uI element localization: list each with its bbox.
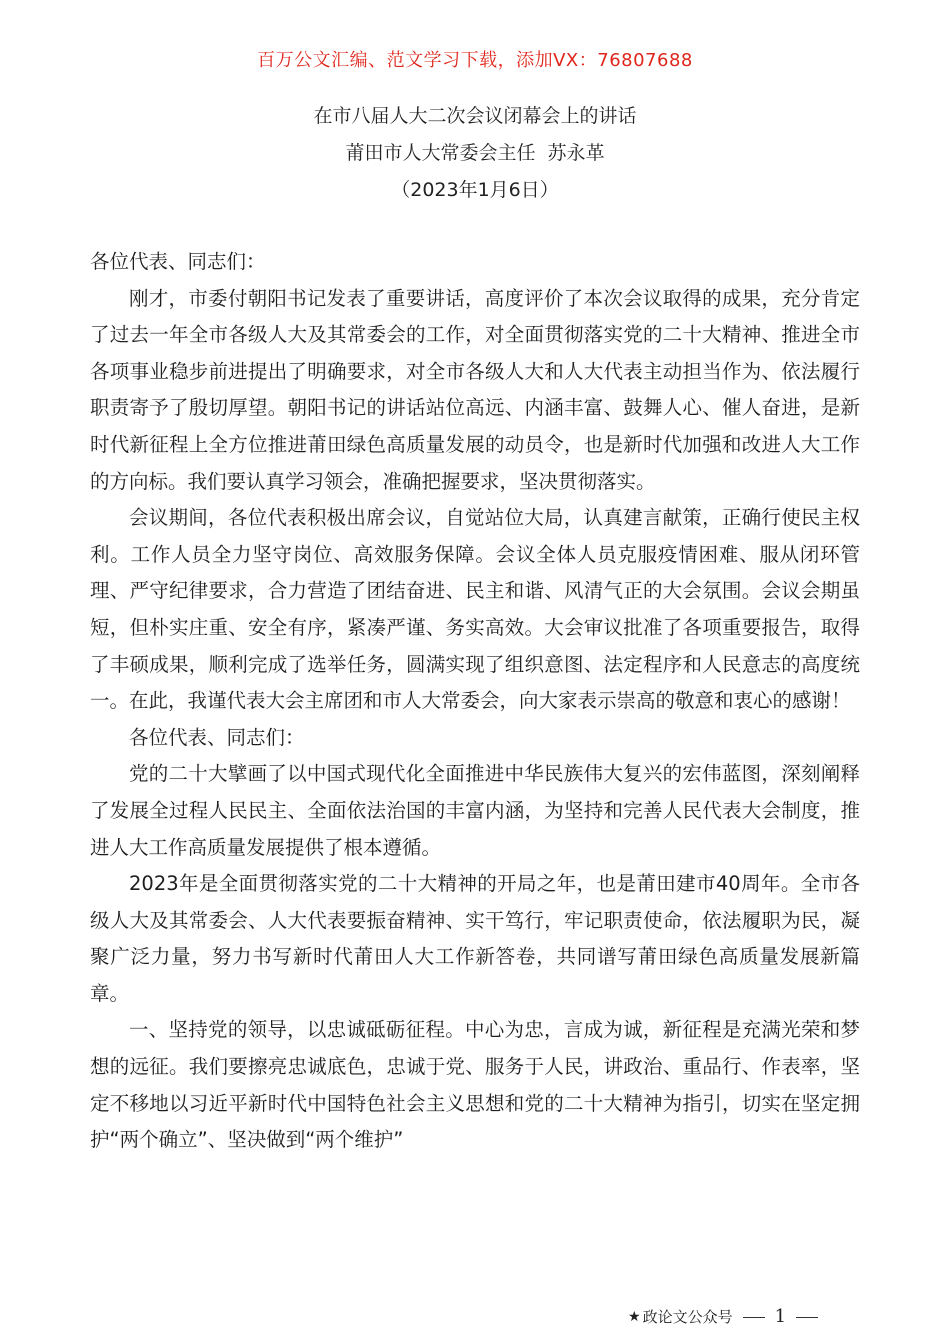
paragraph: 2023年是全面贯彻落实党的二十大精神的开局之年，也是莆田建市40周年。全市各级人大及其常委会、人大代表要振奋精神、实干笃行，牢记职责使命，依法履职为民，凝聚广泛力量，努力书写新时代莆田人大工作新答卷，共同谱写莆田绿色高质量发展新篇章。 [90,872,860,1005]
speech-body [90,244,860,1159]
page-number: 1 [774,1306,787,1327]
paragraph: 一、坚持党的领导，以忠诚砥砺征程。中心为忠，言成为诚，新征程是充满光荣和梦想的远征。我们要擦亮忠诚底色，忠诚于党、服务于人民，讲政治、重品行、作表率，坚定不移地以习近平新时代中国特色社会主义思想和党的二十大精神为指引，切实在坚定拥护“两个确立”、坚决做到“两个维护” [90,1018,860,1152]
watermark-banner: 百万公文汇编、范文学习下载，添加VX：76807688 [257,50,693,71]
footer-label: 政论文公众号 [642,1308,733,1326]
paragraph: 刚才，市委付朝阳书记发表了重要讲话，高度评价了本次会议取得的成果，充分肯定了过去一年全市各级人大及其常委会的工作，对全面贯彻落实党的二十大精神、推进全市各项事业稳步前进提出了明确要求，对全市各级人大和人大代表主动担当作为、依法履行职责寄予了殷切厚望。朝阳书记的讲话站位高远、内涵丰富、鼓舞人心、催人奋进，是新时代新征程上全方位推进莆田绿色高质量发展的动员令，也是新时代加强和改进人大工作的方向标。我们要认真学习领会，准确把握要求，坚决贯彻落实。 [90,286,860,493]
speaker-line: 莆田市人大常委会主任 苏永革 [345,142,605,164]
document-title: 在市八届人大二次会议闭幕会上的讲话 [313,105,637,127]
footer-dash-right [796,1317,818,1318]
footer-dash-left [743,1317,765,1318]
paragraph: 党的二十大擘画了以中国式现代化全面推进中华民族伟大复兴的宏伟蓝图，深刻阐释了发展全过程人民民主、全面依法治国的丰富内涵，为坚持和完善人民代表大会制度，推进人大工作高质量发展提供了根本遵循。 [90,762,860,859]
paragraph: 会议期间，各位代表积极出席会议，自觉站位大局，认真建言献策，正确行使民主权利。工作人员全力坚守岗位、高效服务保障。会议全体人员克服疫情困难、服从闭环管理、严守纪律要求，合力营造了团结奋进、民主和谐、风清气正的大会氛围。会议会期虽短，但朴实庄重、安全有序，紧凑严谨、务实高效。大会审议批准了各项重要报告，取得了丰硕成果，顺利完成了选举任务，圆满实现了组织意图、法定程序和人民意志的高度统一。在此，我谨代表大会主席团和市人大常委会，向大家表示崇高的敬意和衷心的感谢！ [90,506,860,713]
salutation: 各位代表、同志们： [90,250,266,273]
page-footer [628,1306,828,1327]
star-icon: ★ [628,1308,641,1325]
paragraph-salutation: 各位代表、同志们： [129,725,305,749]
title-block [0,98,950,209]
date-line: （2023年1月6日） [391,179,559,201]
